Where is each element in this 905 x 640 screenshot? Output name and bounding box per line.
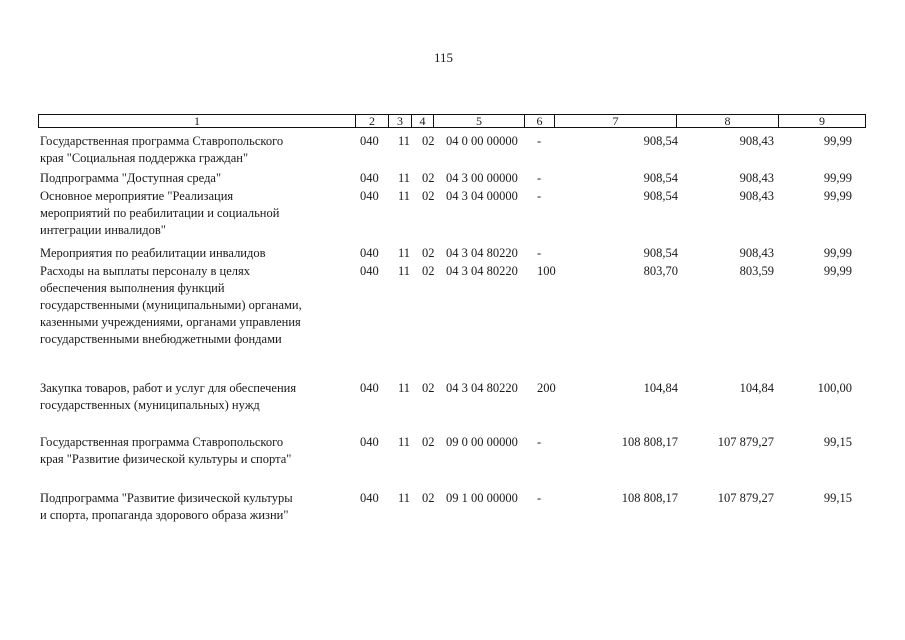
row-name-line: государственными внебюджетными фондами [40,332,282,346]
row-cell-c2: 040 [360,134,379,148]
row-cell-c5: 04 3 04 00000 [446,189,518,203]
column-header-4: 4 [411,115,433,127]
column-header-8: 8 [676,115,778,127]
row-cell-c6: 100 [537,264,556,278]
row-cell-c6: - [537,189,542,203]
row-cell-c2: 040 [360,381,379,395]
row-name-line: Государственная программа Ставропольского [40,134,284,148]
row-cell-c2: 040 [360,171,379,185]
row-cell-c9: 99,99 [823,189,852,203]
row-cell-c3: 11 [398,435,411,449]
column-header-3: 3 [388,115,411,127]
column-header-7: 7 [554,115,676,127]
row-name-line: мероприятий по реабилитации и социальной [40,206,280,220]
row-cell-c3: 11 [398,264,411,278]
row-cell-c6: - [537,171,542,185]
row-cell-c7: 908,54 [643,189,678,203]
row-name-line: края "Социальная поддержка граждан" [40,151,249,165]
column-header-1: 1 [194,114,200,128]
row-cell-c4: 02 [422,435,435,449]
row-cell-c5: 04 0 00 00000 [446,134,518,148]
row-cell-c7: 908,54 [643,134,678,148]
row-name-line: государственными (муниципальными) органами, [40,298,302,312]
row-name [40,245,358,262]
row-name [40,170,358,187]
row-cell-c9: 99,99 [823,171,852,185]
row-cell-c5: 09 0 00 00000 [446,435,518,449]
row-name-line: Государственная программа Ставропольского [40,435,284,449]
row-cell-c6: - [537,491,542,505]
row-cell-c3: 11 [398,171,411,185]
column-header-9: 9 [778,115,865,127]
row-cell-c8: 908,43 [739,134,774,148]
row-cell-c5: 04 3 04 80220 [446,381,518,395]
row-cell-c9: 99,99 [823,246,852,260]
row-cell-c7: 104,84 [643,381,678,395]
row-name [40,380,358,414]
row-cell-c2: 040 [360,189,379,203]
row-name [40,434,358,468]
row-cell-c6: - [537,134,542,148]
row-cell-c2: 040 [360,435,379,449]
row-name-line: Мероприятия по реабилитации инвалидов [40,246,266,260]
row-cell-c8: 107 879,27 [717,491,774,505]
row-cell-c9: 99,99 [823,134,852,148]
row-name-line: казенными учреждениями, органами управления [40,315,301,329]
row-cell-c9: 99,15 [823,435,852,449]
row-name-line: обеспечения выполнения функций [40,281,225,295]
row-name-line: и спорта, пропаганда здорового образа жизни" [40,508,289,522]
row-cell-c3: 11 [398,491,411,505]
row-cell-c8: 803,59 [739,264,774,278]
row-cell-c5: 09 1 00 00000 [446,491,518,505]
row-name [40,133,358,167]
column-header-2: 2 [355,115,388,127]
row-name-line: государственных (муниципальных) нужд [40,398,260,412]
column-header-5: 5 [433,115,524,127]
row-cell-c9: 99,15 [823,491,852,505]
row-name-line: Основное мероприятие "Реализация [40,189,234,203]
row-cell-c4: 02 [422,381,435,395]
table-header [38,114,866,128]
row-name [40,490,358,524]
row-cell-c9: 99,99 [823,264,852,278]
row-cell-c8: 908,43 [739,171,774,185]
row-name-line: интеграции инвалидов" [40,223,166,237]
row-cell-c5: 04 3 04 80220 [446,246,518,260]
row-cell-c4: 02 [422,134,435,148]
row-cell-c7: 908,54 [643,246,678,260]
row-cell-c8: 104,84 [739,381,774,395]
row-name-line: Расходы на выплаты персоналу в целях [40,264,250,278]
row-cell-c7: 108 808,17 [621,435,678,449]
row-cell-c8: 908,43 [739,246,774,260]
page-number: 115 [434,50,454,65]
row-cell-c6: - [537,435,542,449]
row-cell-c2: 040 [360,246,379,260]
row-name-line: края "Развитие физической культуры и спорта" [40,452,292,466]
row-name [40,188,358,239]
row-cell-c4: 02 [422,171,435,185]
row-cell-c5: 04 3 04 80220 [446,264,518,278]
row-cell-c7: 803,70 [643,264,678,278]
row-cell-c4: 02 [422,491,435,505]
row-cell-c7: 908,54 [643,171,678,185]
row-name-line: Закупка товаров, работ и услуг для обеспечения [40,381,297,395]
row-cell-c2: 040 [360,491,379,505]
row-name-line: Подпрограмма "Развитие физической культуры [40,491,293,505]
row-cell-c8: 107 879,27 [717,435,774,449]
row-name-line: Подпрограмма "Доступная среда" [40,171,222,185]
row-cell-c4: 02 [422,189,435,203]
row-cell-c5: 04 3 00 00000 [446,171,518,185]
row-name [40,263,358,348]
row-cell-c9: 100,00 [817,381,852,395]
row-cell-c3: 11 [398,189,411,203]
row-cell-c7: 108 808,17 [621,491,678,505]
column-header-6: 6 [524,115,554,127]
row-cell-c6: 200 [537,381,556,395]
row-cell-c2: 040 [360,264,379,278]
row-cell-c3: 11 [398,381,411,395]
row-cell-c6: - [537,246,542,260]
row-cell-c3: 11 [398,246,411,260]
row-cell-c4: 02 [422,246,435,260]
row-cell-c3: 11 [398,134,411,148]
row-cell-c8: 908,43 [739,189,774,203]
row-cell-c4: 02 [422,264,435,278]
